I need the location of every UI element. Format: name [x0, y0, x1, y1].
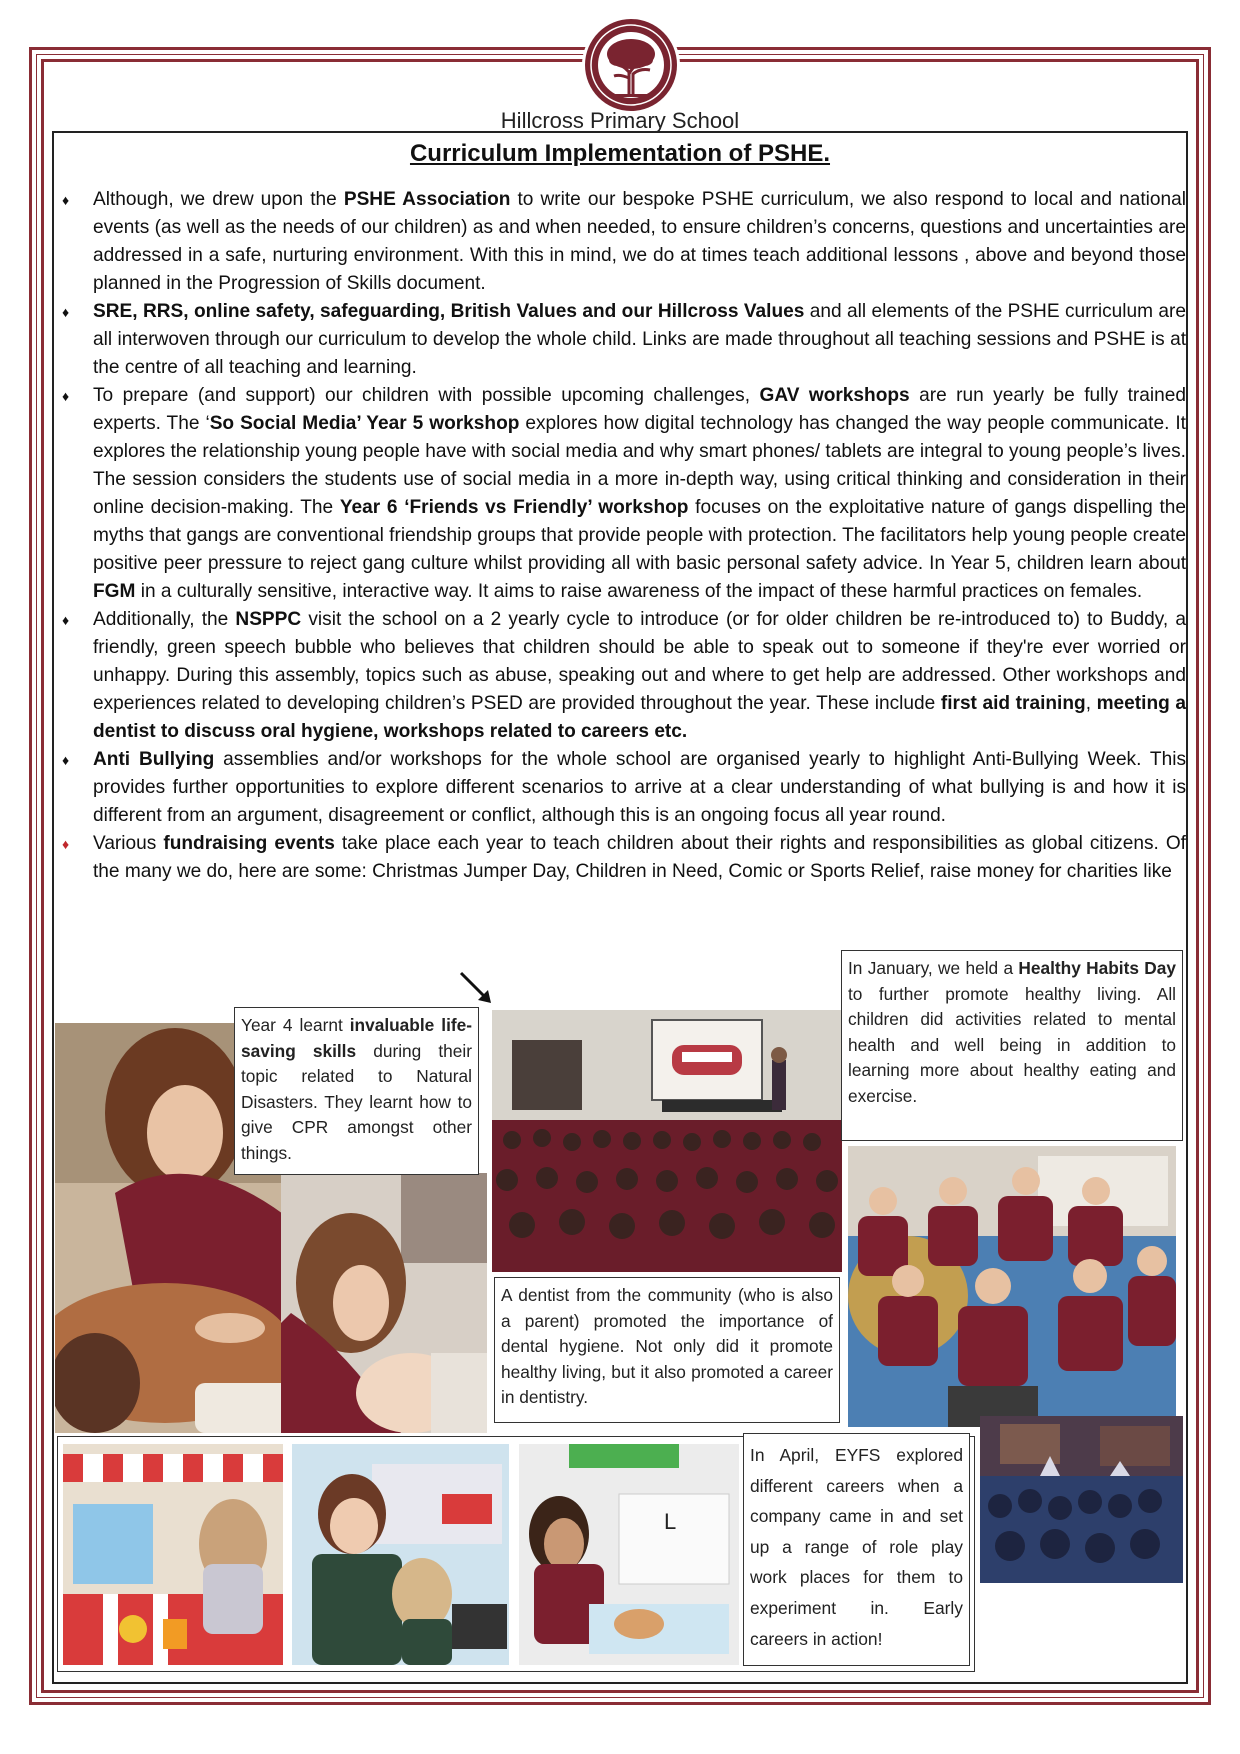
caption-year4-first-aid	[234, 1007, 479, 1175]
bold-text: fundraising events	[163, 833, 335, 854]
text-run: focuses on the exploitative nature of gangs dispelling the myths that gangs are conventional friendship groups that provide people with protection. The facilitators help young people create positive peer pressure to reject gang culture whilst providing all with basic personal safety advice. In Year 5, children learn about	[93, 497, 1187, 574]
photo-eyfs-vet	[519, 1444, 739, 1665]
school-name: Hillcross Primary School	[500, 108, 740, 133]
text-run: To prepare (and support) our children with possible upcoming challenges,	[93, 385, 760, 406]
bold-text: PSHE Association	[343, 189, 511, 210]
photo-fundraising-event	[980, 1416, 1183, 1583]
text-run: Year 4 learnt	[241, 1015, 350, 1035]
text-run: explores how digital technology has changed the way people communicate. It explores the relationship young people have with social media and why smart phones/ tablets are integral to young people’s lives. The session considers the students use of social media in a more in-depth way, using critical thinking and consideration in their online decision-making. The	[93, 413, 1186, 518]
text-run: to write our bespoke PSHE curriculum, we also respond to local and national events (as well as the needs of our children) as and when needed, to ensure children’s concerns, questions and uncertainties are addressed in a safe, nurturing environment. With this in mind, we do at times teach additional lessons , above and beyond those planned in the Progression of Skills document.	[93, 189, 1186, 294]
photo-eyfs-checkout	[292, 1444, 509, 1665]
bullet-item	[60, 606, 1186, 746]
text-run: In January, we held a	[848, 958, 1019, 978]
caption-healthy-habits	[841, 950, 1183, 1141]
text-run: In April, EYFS explored different careers when a company came in and set up a range of role play work places for them to experiment in. Early careers in action!	[750, 1445, 963, 1649]
text-run: and all elements of the PSHE curriculum are all interwoven through our curriculum to develop the whole child. Links are made throughout all teaching sessions and PSHE is at the centre of all teaching and learning.	[93, 301, 1186, 378]
text-run: visit the school on a 2 yearly cycle to introduce (or for older children be re-introduced to) to Buddy, a friendly, green speech bubble who believes that children should be able to speak out to someone if they're ever worried or unhappy. During this assembly, topics such as abuse, speaking out and where to get help are addressed. Other workshops and experiences related to developing children’s PSED are provided throughout the year. These include	[93, 609, 1186, 714]
black-diamond-icon: ♦	[62, 388, 70, 404]
bullet-item	[60, 186, 1186, 298]
text-run: Various	[93, 833, 164, 854]
page-title: Curriculum Implementation of PSHE.	[409, 140, 831, 167]
text-run: assemblies and/or workshops for the whole school are organised yearly to highlight Anti-Bullying Week. This provides further opportunities to explore different scenarios to arrive at a clear understanding of what bullying is and how it is different from an argument, disagreement or conflict, although this is an ongoing focus all year round.	[93, 749, 1186, 826]
photo-rescue-breaths	[281, 1173, 487, 1433]
bullet-item	[60, 298, 1186, 382]
bold-text: first aid training	[940, 693, 1086, 714]
bold-text: So Social Media’ Year 5 workshop	[209, 413, 520, 434]
bold-text: SRE, RRS, online safety, safeguarding, British Values and our Hillcross Values	[93, 301, 805, 322]
bullet-list	[60, 186, 1186, 886]
caption-dentist	[494, 1277, 840, 1423]
text-run: Although, we drew upon the	[93, 189, 344, 210]
bold-text: GAV workshops	[759, 385, 910, 406]
text-run: in a culturally sensitive, interactive way. It aims to raise awareness of the impact of these harmful practices on females.	[135, 581, 1143, 602]
bold-text: Anti Bullying	[93, 749, 215, 770]
black-diamond-icon: ♦	[62, 836, 70, 852]
text-run: during their topic related to Natural Disasters. They learnt how to give CPR amongst other things.	[241, 1040, 472, 1163]
bold-text: meeting a dentist to discuss oral hygiene, workshops related to careers etc.	[93, 693, 1186, 742]
text-run: A dentist from the community (who is also a parent) promoted the importance of dental hygiene. Not only did it promote healthy living, but it also promoted a career in dentistry.	[501, 1285, 833, 1408]
bullet-item	[60, 382, 1186, 606]
photo-dentist-assembly	[492, 1010, 842, 1272]
svg-text:L: L	[664, 1509, 677, 1534]
caption-eyfs-careers	[743, 1433, 970, 1666]
bold-text: Year 6 ‘Friends vs Friendly’ workshop	[339, 497, 689, 518]
bold-text: FGM	[93, 581, 136, 602]
school-logo	[582, 16, 680, 114]
text-run: are run yearly be fully trained experts. The ‘	[93, 385, 1186, 434]
bold-text: NSPPC	[235, 609, 302, 630]
pointer-arrow-icon	[458, 970, 494, 1006]
bold-text: Healthy Habits Day	[1018, 958, 1176, 978]
bold-text: invaluable life-saving skills	[241, 1015, 472, 1061]
text-run: ,	[1085, 693, 1097, 714]
school-tree-crest-icon	[582, 16, 680, 114]
text-run: take place each year to teach children about their rights and responsibilities as global citizens. Of the many we do, here are some: Christmas Jumper Day, Children in Need, Comic or Sports Relief, raise money for charities like	[93, 833, 1186, 882]
black-diamond-icon: ♦	[62, 612, 70, 628]
text-run: to further promote healthy living. All children did activities related to mental health and well being in addition to learning more about healthy eating and exercise.	[848, 983, 1176, 1106]
bullet-item	[60, 830, 1186, 886]
black-diamond-icon: ♦	[62, 192, 70, 208]
photo-healthy-habits	[848, 1146, 1176, 1427]
photo-eyfs-shop	[63, 1444, 283, 1665]
black-diamond-icon: ♦	[62, 752, 70, 768]
black-diamond-icon: ♦	[62, 304, 70, 320]
text-run: Additionally, the	[93, 609, 236, 630]
bullet-item	[60, 746, 1186, 830]
